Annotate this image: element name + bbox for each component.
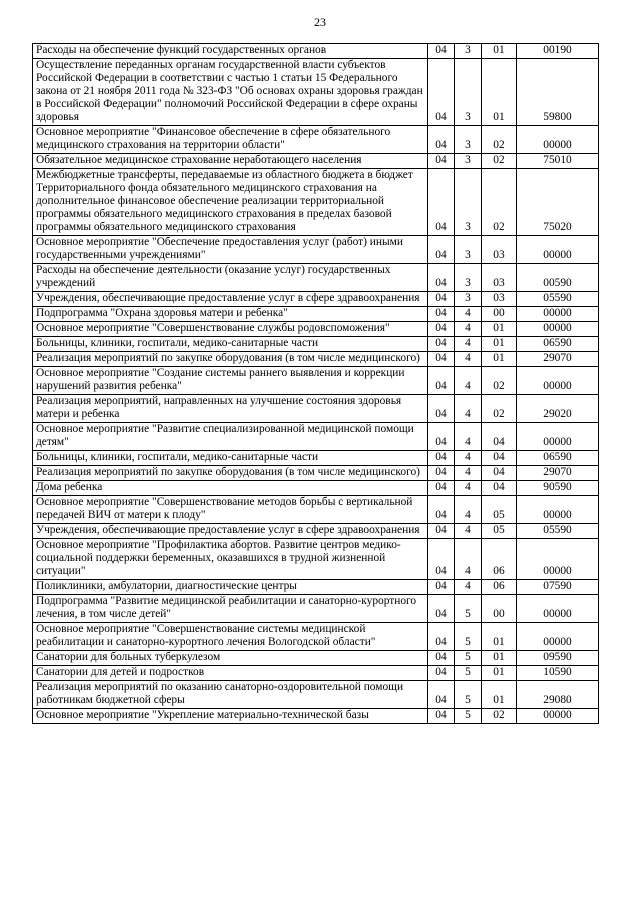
row-code-4-cell: 00000 <box>517 595 599 623</box>
row-name-cell: Подпрограмма "Развитие медицинской реабилитации и санаторно-курортного лечения, в том числе детей" <box>33 595 428 623</box>
table-row <box>33 524 599 539</box>
row-code-3-cell: 01 <box>482 322 517 337</box>
row-code-4-cell: 29020 <box>517 395 599 423</box>
row-code-4-cell: 00000 <box>517 623 599 651</box>
row-code-2-cell: 5 <box>455 623 482 651</box>
table-row <box>33 623 599 651</box>
row-code-3-cell: 01 <box>482 337 517 352</box>
row-code-3-cell: 03 <box>482 292 517 307</box>
row-code-1-cell: 04 <box>428 395 455 423</box>
row-code-3-cell: 02 <box>482 709 517 724</box>
row-code-1-cell: 04 <box>428 292 455 307</box>
table-row <box>33 496 599 524</box>
row-code-2-cell: 3 <box>455 44 482 59</box>
row-code-1-cell: 04 <box>428 496 455 524</box>
table-row <box>33 292 599 307</box>
row-code-4-cell: 00000 <box>517 709 599 724</box>
table-row <box>33 539 599 580</box>
table-row <box>33 169 599 236</box>
row-code-3-cell: 06 <box>482 539 517 580</box>
row-code-4-cell: 07590 <box>517 580 599 595</box>
page-number: 23 <box>314 15 326 29</box>
row-name-cell: Основное мероприятие "Укрепление материально-технической базы <box>33 709 428 724</box>
row-code-1-cell: 04 <box>428 466 455 481</box>
row-code-4-cell: 10590 <box>517 666 599 681</box>
row-code-2-cell: 5 <box>455 651 482 666</box>
table-row <box>33 322 599 337</box>
row-code-1-cell: 04 <box>428 623 455 651</box>
row-code-4-cell: 09590 <box>517 651 599 666</box>
row-code-1-cell: 04 <box>428 264 455 292</box>
row-code-4-cell: 00000 <box>517 367 599 395</box>
row-code-1-cell: 04 <box>428 337 455 352</box>
row-code-4-cell: 00000 <box>517 307 599 322</box>
table-row <box>33 307 599 322</box>
row-code-2-cell: 4 <box>455 352 482 367</box>
row-code-3-cell: 01 <box>482 352 517 367</box>
table-row <box>33 395 599 423</box>
table-row <box>33 481 599 496</box>
row-code-4-cell: 90590 <box>517 481 599 496</box>
row-code-1-cell: 04 <box>428 524 455 539</box>
table-row <box>33 466 599 481</box>
row-code-1-cell: 04 <box>428 709 455 724</box>
row-code-4-cell: 00590 <box>517 264 599 292</box>
row-code-1-cell: 04 <box>428 423 455 451</box>
row-code-3-cell: 02 <box>482 367 517 395</box>
table-row <box>33 666 599 681</box>
row-code-3-cell: 02 <box>482 154 517 169</box>
row-code-2-cell: 4 <box>455 539 482 580</box>
row-code-3-cell: 04 <box>482 466 517 481</box>
row-name-cell: Основное мероприятие "Обеспечение предоставления услуг (работ) иными государственными учреждениями" <box>33 236 428 264</box>
row-code-3-cell: 05 <box>482 524 517 539</box>
table-row <box>33 126 599 154</box>
row-code-4-cell: 29080 <box>517 681 599 709</box>
row-code-1-cell: 04 <box>428 595 455 623</box>
table-row <box>33 423 599 451</box>
row-name-cell: Реализация мероприятий по оказанию санаторно-оздоровительной помощи работникам бюджетной сферы <box>33 681 428 709</box>
row-code-2-cell: 4 <box>455 580 482 595</box>
table-row <box>33 681 599 709</box>
row-name-cell: Учреждения, обеспечивающие предоставление услуг в сфере здравоохранения <box>33 292 428 307</box>
row-code-2-cell: 3 <box>455 59 482 126</box>
row-code-1-cell: 04 <box>428 666 455 681</box>
row-code-4-cell: 59800 <box>517 59 599 126</box>
row-code-3-cell: 02 <box>482 169 517 236</box>
row-code-3-cell: 06 <box>482 580 517 595</box>
table-row <box>33 367 599 395</box>
row-code-3-cell: 04 <box>482 423 517 451</box>
row-code-1-cell: 04 <box>428 169 455 236</box>
row-code-2-cell: 5 <box>455 681 482 709</box>
row-code-4-cell: 00000 <box>517 322 599 337</box>
row-code-3-cell: 04 <box>482 481 517 496</box>
row-code-2-cell: 3 <box>455 126 482 154</box>
row-name-cell: Подпрограмма "Охрана здоровья матери и ребенка" <box>33 307 428 322</box>
row-code-1-cell: 04 <box>428 651 455 666</box>
row-code-2-cell: 5 <box>455 595 482 623</box>
row-name-cell: Расходы на обеспечение функций государственных органов <box>33 44 428 59</box>
row-name-cell: Больницы, клиники, госпитали, медико-санитарные части <box>33 337 428 352</box>
row-code-4-cell: 29070 <box>517 466 599 481</box>
row-code-2-cell: 5 <box>455 709 482 724</box>
row-name-cell: Реализация мероприятий, направленных на улучшение состояния здоровья матери и ребенка <box>33 395 428 423</box>
row-code-4-cell: 05590 <box>517 292 599 307</box>
row-code-4-cell: 06590 <box>517 337 599 352</box>
row-code-4-cell: 00000 <box>517 126 599 154</box>
row-code-4-cell: 00000 <box>517 539 599 580</box>
row-code-2-cell: 4 <box>455 337 482 352</box>
row-code-2-cell: 4 <box>455 496 482 524</box>
row-code-1-cell: 04 <box>428 44 455 59</box>
row-code-4-cell: 00190 <box>517 44 599 59</box>
row-code-1-cell: 04 <box>428 59 455 126</box>
row-code-2-cell: 4 <box>455 395 482 423</box>
row-code-2-cell: 4 <box>455 481 482 496</box>
row-code-4-cell: 00000 <box>517 423 599 451</box>
row-code-3-cell: 00 <box>482 595 517 623</box>
row-code-2-cell: 4 <box>455 451 482 466</box>
row-name-cell: Основное мероприятие "Финансовое обеспечение в сфере обязательного медицинского страхования на территории области" <box>33 126 428 154</box>
row-code-3-cell: 01 <box>482 59 517 126</box>
row-name-cell: Основное мероприятие "Развитие специализированной медицинской помощи детям" <box>33 423 428 451</box>
row-name-cell: Основное мероприятие "Совершенствование методов борьбы с вертикальной передачей ВИЧ от матери к плоду" <box>33 496 428 524</box>
row-code-1-cell: 04 <box>428 451 455 466</box>
table-row <box>33 154 599 169</box>
row-code-4-cell: 05590 <box>517 524 599 539</box>
table-row <box>33 59 599 126</box>
row-name-cell: Расходы на обеспечение деятельности (оказание услуг) государственных учреждений <box>33 264 428 292</box>
row-code-4-cell: 75010 <box>517 154 599 169</box>
row-name-cell: Основное мероприятие "Совершенствование системы медицинской реабилитации и санаторно-курортного лечения Вологодской области" <box>33 623 428 651</box>
row-code-1-cell: 04 <box>428 580 455 595</box>
row-code-3-cell: 05 <box>482 496 517 524</box>
row-code-4-cell: 06590 <box>517 451 599 466</box>
row-code-1-cell: 04 <box>428 352 455 367</box>
table-row <box>33 451 599 466</box>
row-code-1-cell: 04 <box>428 154 455 169</box>
row-code-4-cell: 00000 <box>517 236 599 264</box>
row-name-cell: Реализация мероприятий по закупке оборудования (в том числе медицинского) <box>33 466 428 481</box>
row-code-2-cell: 3 <box>455 264 482 292</box>
row-code-1-cell: 04 <box>428 322 455 337</box>
table-row <box>33 595 599 623</box>
row-code-1-cell: 04 <box>428 481 455 496</box>
row-code-3-cell: 02 <box>482 126 517 154</box>
table-row <box>33 337 599 352</box>
row-name-cell: Учреждения, обеспечивающие предоставление услуг в сфере здравоохранения <box>33 524 428 539</box>
table-row <box>33 352 599 367</box>
row-name-cell: Основное мероприятие "Создание системы раннего выявления и коррекции нарушений развития ребенка" <box>33 367 428 395</box>
row-code-2-cell: 4 <box>455 423 482 451</box>
row-code-3-cell: 01 <box>482 44 517 59</box>
row-code-3-cell: 03 <box>482 236 517 264</box>
row-name-cell: Обязательное медицинское страхование неработающего населения <box>33 154 428 169</box>
row-name-cell: Осуществление переданных органам государственной власти субъектов Российской Федерации в соответствии с частью 1 статьи 15 Федерального закона от 21 ноября 2011 года № 323-ФЗ "Об основах охраны здоровья граждан в Российской Федерации" полномочий Российской Федерации в сфере охраны здоровья <box>33 59 428 126</box>
row-name-cell: Реализация мероприятий по закупке оборудования (в том числе медицинского) <box>33 352 428 367</box>
row-name-cell: Основное мероприятие "Совершенствование службы родовспоможения" <box>33 322 428 337</box>
row-code-2-cell: 4 <box>455 466 482 481</box>
row-code-2-cell: 5 <box>455 666 482 681</box>
table-row <box>33 651 599 666</box>
row-code-3-cell: 02 <box>482 395 517 423</box>
table-body <box>33 44 599 724</box>
row-name-cell: Поликлиники, амбулатории, диагностические центры <box>33 580 428 595</box>
row-code-3-cell: 01 <box>482 666 517 681</box>
row-code-4-cell: 00000 <box>517 496 599 524</box>
row-code-3-cell: 03 <box>482 264 517 292</box>
row-code-2-cell: 3 <box>455 154 482 169</box>
row-code-2-cell: 4 <box>455 367 482 395</box>
row-code-3-cell: 01 <box>482 681 517 709</box>
row-code-4-cell: 75020 <box>517 169 599 236</box>
row-name-cell: Больницы, клиники, госпитали, медико-санитарные части <box>33 451 428 466</box>
row-name-cell: Межбюджетные трансферты, передаваемые из областного бюджета в бюджет Территориального фонда обязательного медицинского страхования на дополнительное финансовое обеспечение реализации территориальной программы обязательного медицинского страхования в пределах базовой программы обязательного медицинского страхования <box>33 169 428 236</box>
row-code-1-cell: 04 <box>428 539 455 580</box>
row-name-cell: Санатории для детей и подростков <box>33 666 428 681</box>
table-row <box>33 236 599 264</box>
row-name-cell: Основное мероприятие "Профилактика абортов. Развитие центров медико-социальной поддержки беременных, оказавшихся в трудной жизненной ситуации" <box>33 539 428 580</box>
table-row <box>33 580 599 595</box>
row-code-2-cell: 4 <box>455 307 482 322</box>
row-code-3-cell: 00 <box>482 307 517 322</box>
table-row <box>33 264 599 292</box>
table-row <box>33 709 599 724</box>
row-code-3-cell: 01 <box>482 623 517 651</box>
row-name-cell: Дома ребенка <box>33 481 428 496</box>
row-name-cell: Санатории для больных туберкулезом <box>33 651 428 666</box>
row-code-2-cell: 3 <box>455 292 482 307</box>
row-code-1-cell: 04 <box>428 126 455 154</box>
row-code-2-cell: 4 <box>455 524 482 539</box>
row-code-4-cell: 29070 <box>517 352 599 367</box>
row-code-2-cell: 4 <box>455 322 482 337</box>
row-code-3-cell: 01 <box>482 651 517 666</box>
row-code-2-cell: 3 <box>455 236 482 264</box>
row-code-2-cell: 3 <box>455 169 482 236</box>
row-code-1-cell: 04 <box>428 236 455 264</box>
row-code-1-cell: 04 <box>428 367 455 395</box>
row-code-1-cell: 04 <box>428 681 455 709</box>
budget-classification-table <box>32 43 599 724</box>
table-row <box>33 44 599 59</box>
row-code-3-cell: 04 <box>482 451 517 466</box>
row-code-1-cell: 04 <box>428 307 455 322</box>
